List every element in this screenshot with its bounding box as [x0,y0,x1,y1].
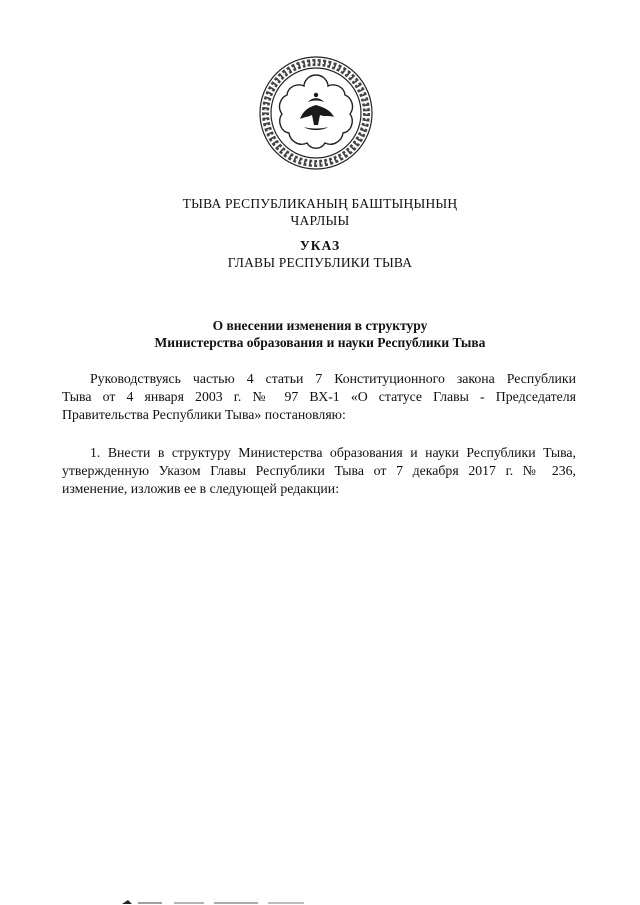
item-1-paragraph [62,444,576,498]
coat-of-arms-icon [258,55,374,171]
decree-title-line-2: Министерства образования и науки Республики Тыва [154,335,486,350]
paragraph-line: 1. Внести в структуру Министерства образования и науки Республики Тыва, [90,445,576,460]
republic-name-tuvan: ТЫВА РЕСПУБЛИКАНЫҢ БАШТЫҢЫНЫҢ [182,196,458,211]
preamble-paragraph [62,370,576,424]
scan-artifact [118,896,328,905]
head-title-tuvan: ЧАРЛЫЫ [290,213,350,228]
paragraph-line: Правительства Республики Тыва» постановляю: [62,407,346,422]
paragraph-line: изменение, изложив ее в следующей редакции: [62,481,340,496]
paragraph-line: утвержденную Указом Главы Республики Тыва от 7 декабря 2017 г. № 236, [62,463,576,478]
head-title-russian: ГЛАВЫ РЕСПУБЛИКИ ТЫВА [227,255,413,270]
paragraph-line: Руководствуясь частью 4 статьи 7 Конституционного закона Республики [90,371,576,386]
decree-title-line-1: О внесении изменения в структуру [212,318,428,333]
paragraph-line: Тыва от 4 января 2003 г. № 97 ВХ-1 «О статусе Главы - Председателя [62,389,576,404]
document-type: УКАЗ [299,238,341,253]
